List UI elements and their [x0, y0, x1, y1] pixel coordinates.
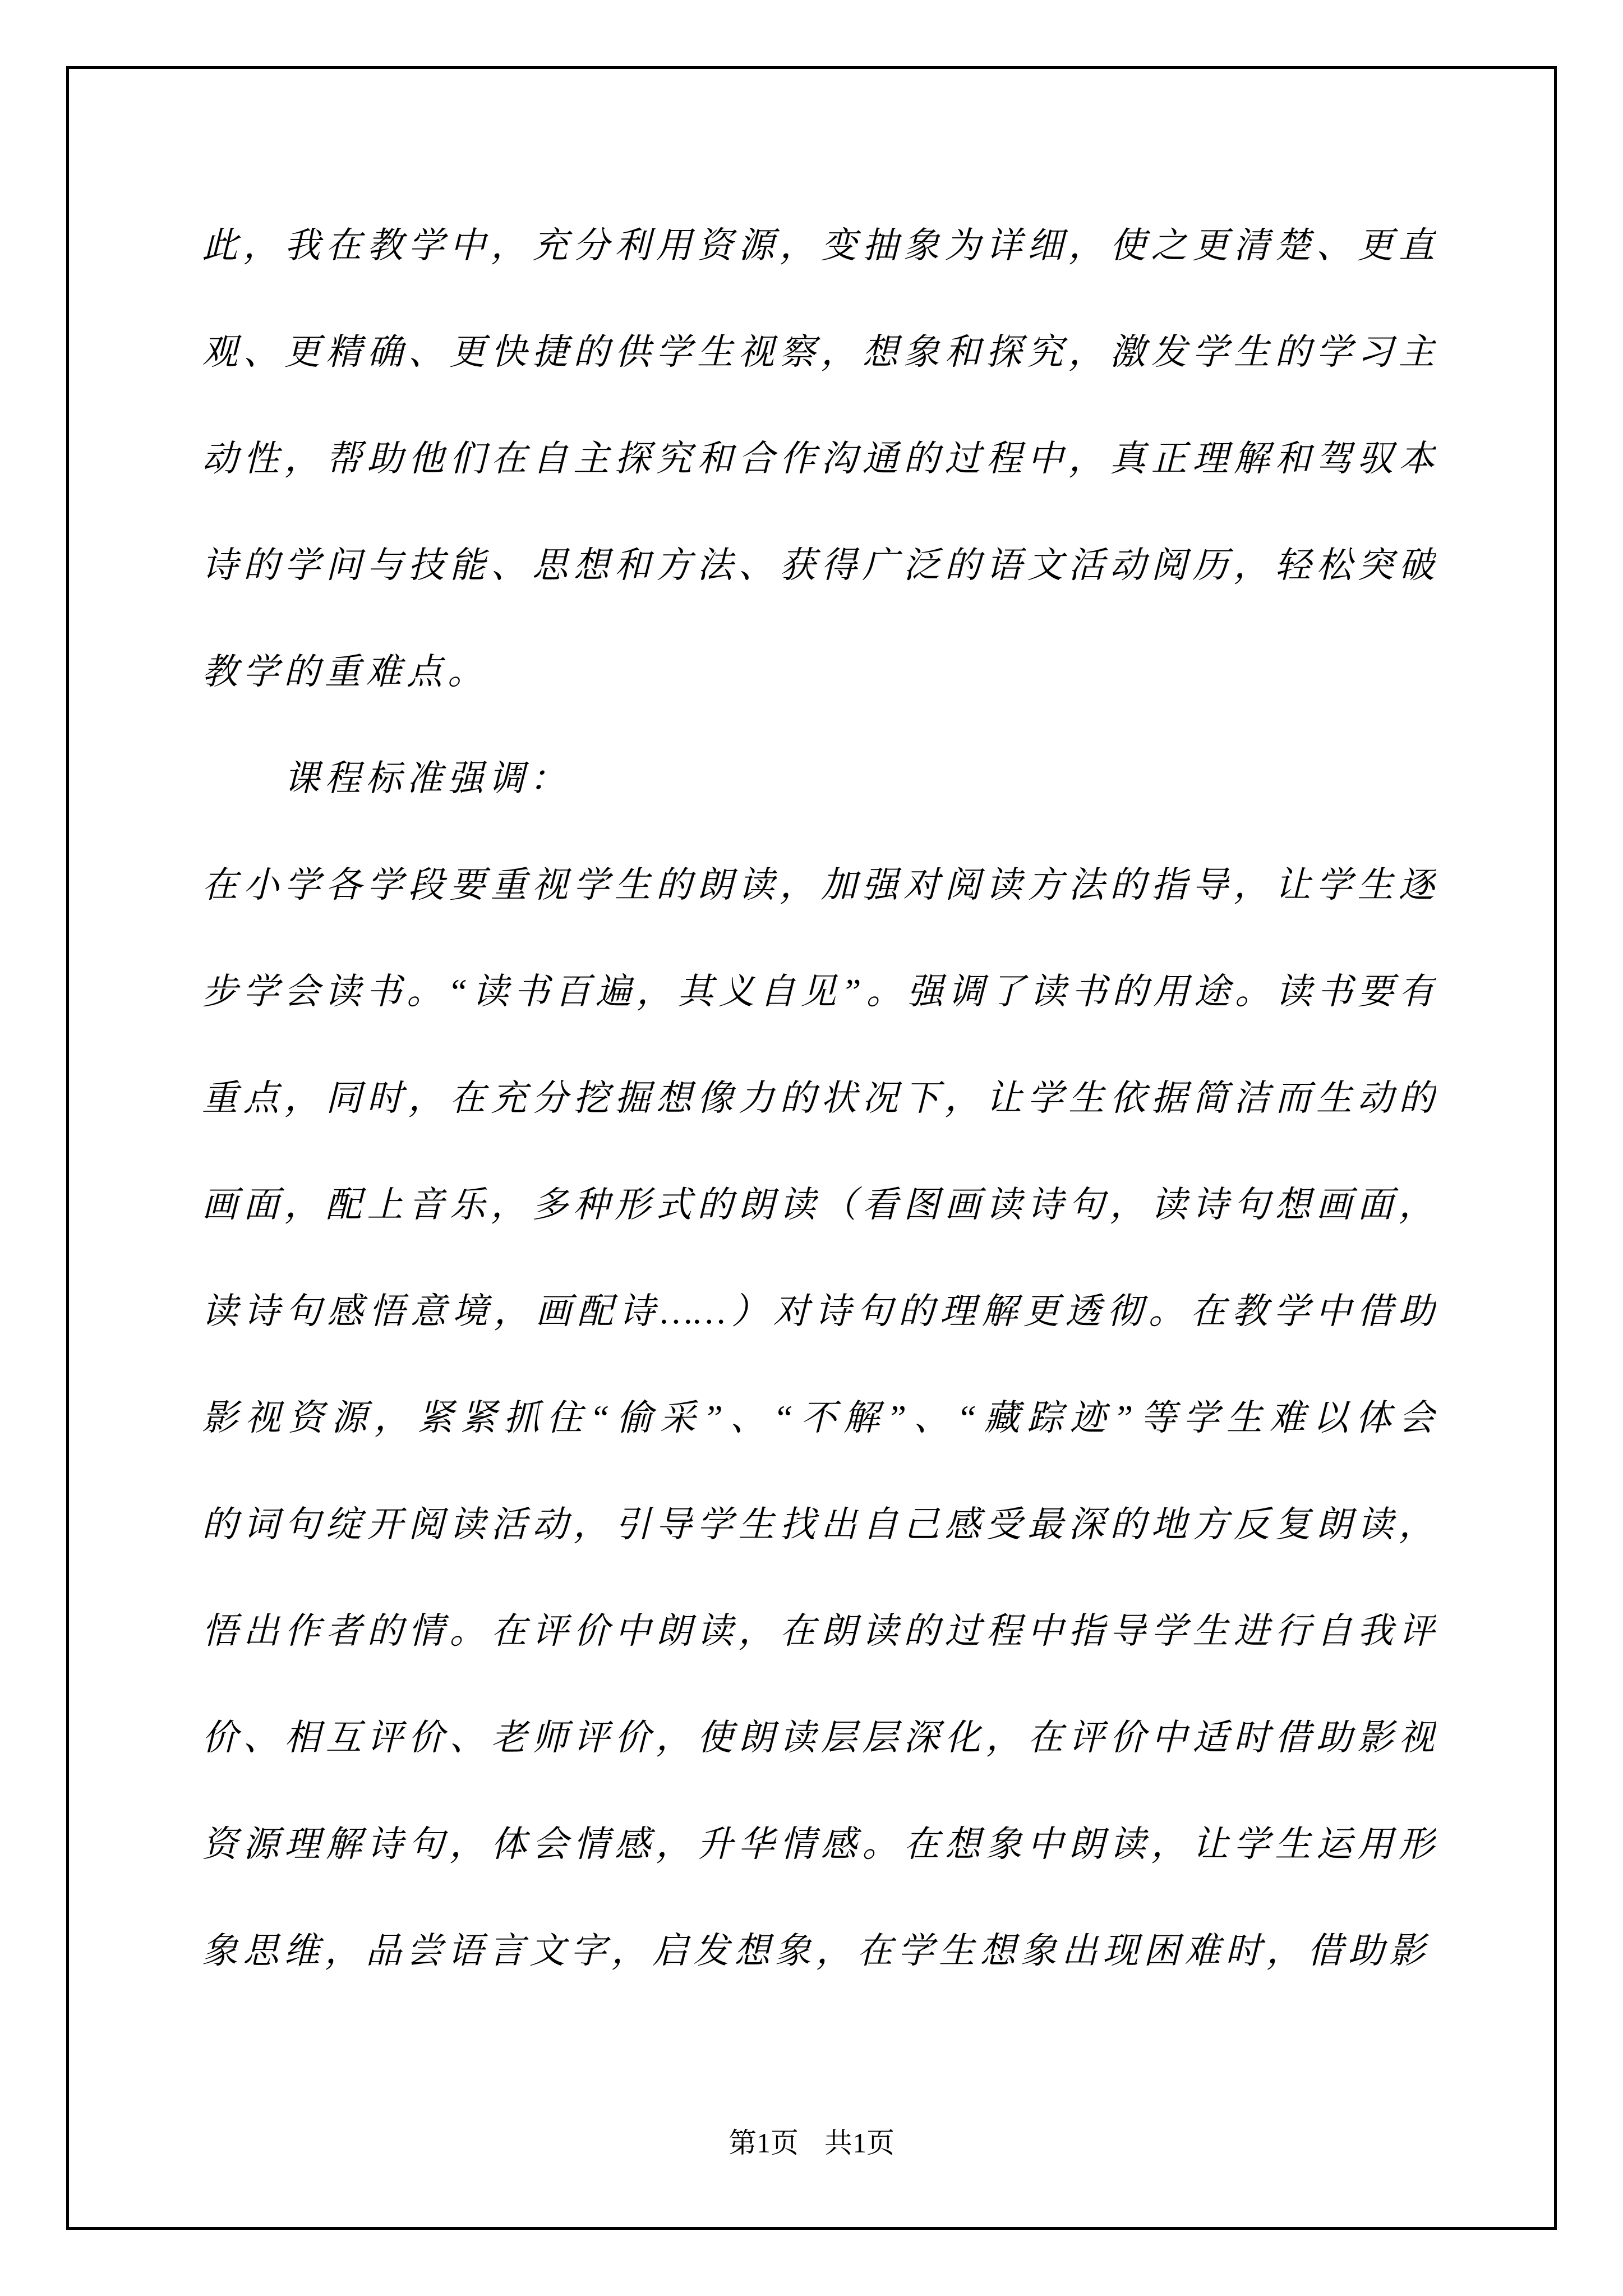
text-line: 此，我在教学中，充分利用资源，变抽象为详细，使之更清楚、更直 — [202, 226, 1436, 265]
text-line: 画面，配上音乐，多种形式的朗读（看图画读诗句，读诗句想画面， — [202, 1185, 1436, 1225]
text-line: 价、相互评价、老师评价，使朗读层层深化，在评价中适时借助影视 — [202, 1718, 1436, 1757]
text-line: 诗的学问与技能、思想和方法、获得广泛的语文活动阅历，轻松突破 — [202, 545, 1436, 585]
page-count-label: 共1页 — [824, 2127, 895, 2159]
text-line: 影视资源，紧紧抓住“偷采”、“不解”、“藏踪迹”等学生难以体会 — [202, 1398, 1436, 1438]
text-line: 步学会读书。“读书百遍，其义自见”。强调了读书的用途。读书要有 — [202, 972, 1436, 1011]
text-line: 动性，帮助他们在自主探究和合作沟通的过程中，真正理解和驾驭本 — [202, 439, 1436, 478]
text-line: 的词句绽开阅读活动，引导学生找出自己感受最深的地方反复朗读， — [202, 1504, 1436, 1544]
text-line: 教学的重难点。 — [202, 652, 488, 692]
text-line: 观、更精确、更快捷的供学生视察，想象和探究，激发学生的学习主 — [202, 332, 1436, 372]
text-line: 重点，同时，在充分挖掘想像力的状况下，让学生依据简洁而生动的 — [202, 1078, 1436, 1118]
text-line: 象思维，品尝语言文字，启发想象，在学生想象出现困难时，借助影 — [202, 1931, 1430, 1971]
text-line: 课程标准强调： — [284, 758, 570, 798]
page-footer — [66, 2125, 1557, 2161]
text-line: 资源理解诗句，体会情感，升华情感。在想象中朗读，让学生运用形 — [202, 1824, 1436, 1864]
text-line: 读诗句感悟意境，画配诗……）对诗句的理解更透彻。在教学中借助 — [202, 1291, 1436, 1331]
page-number-label: 第1页 — [728, 2127, 799, 2159]
text-line: 在小学各学段要重视学生的朗读，加强对阅读方法的指导，让学生逐 — [202, 865, 1436, 905]
document-body — [202, 192, 1436, 2004]
text-line: 悟出作者的情。在评价中朗读，在朗读的过程中指导学生进行自我评 — [202, 1611, 1436, 1651]
